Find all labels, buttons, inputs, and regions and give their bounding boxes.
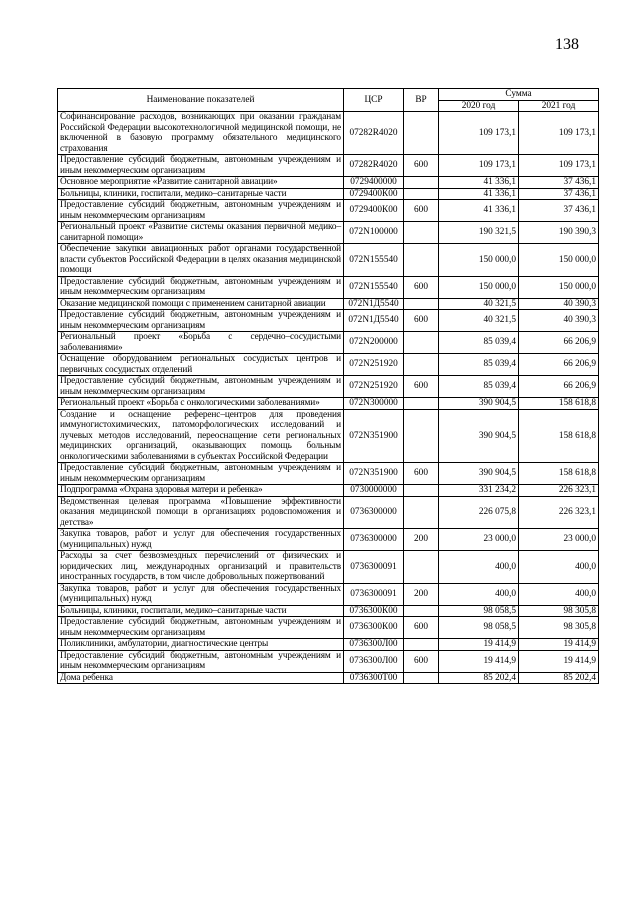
table-row [58,463,599,485]
row-vr [404,398,439,410]
row-sum-2020: 98 058,5 [439,605,519,617]
row-vr: 600 [404,650,439,672]
row-vr [404,551,439,584]
row-vr: 200 [404,583,439,605]
row-sum-2020: 23 000,0 [439,529,519,551]
row-name: Ведомственная целевая программа «Повышение эффективности оказания медицинской помощи в организациях родовспоможения и детства» [58,496,344,529]
row-vr: 600 [404,617,439,639]
row-name: Предоставление субсидий бюджетным, автономным учреждениям и иным некоммерческим организациям [58,200,344,222]
row-name: Расходы за счет безвозмездных перечислений от физических и юридических лиц, международных организаций и правительств иностранных государств, в том числе добровольных пожертвований [58,551,344,584]
row-vr: 200 [404,529,439,551]
row-sum-2021: 190 390,3 [519,222,599,244]
row-vr [404,409,439,463]
row-vr [404,244,439,277]
row-sum-2021: 66 206,9 [519,332,599,354]
row-sum-2021: 158 618,8 [519,463,599,485]
row-sum-2021: 19 414,9 [519,650,599,672]
row-csr: 0729400К00 [344,188,404,200]
row-sum-2020: 41 336,1 [439,177,519,189]
table-row [58,650,599,672]
row-csr: 0729400К00 [344,200,404,222]
table-row [58,276,599,298]
row-name: Закупка товаров, работ и услуг для обеспечения государственных (муниципальных) нужд [58,529,344,551]
row-sum-2021: 37 436,1 [519,188,599,200]
row-csr: 072N100000 [344,222,404,244]
row-sum-2020: 98 058,5 [439,617,519,639]
row-sum-2020: 109 173,1 [439,112,519,155]
table-row [58,354,599,376]
row-csr: 072N155540 [344,276,404,298]
table-row [58,672,599,684]
table-row [58,310,599,332]
table-row [58,409,599,463]
row-sum-2020: 331 234,2 [439,485,519,497]
row-sum-2021: 40 390,3 [519,310,599,332]
row-vr: 600 [404,463,439,485]
row-sum-2021: 85 202,4 [519,672,599,684]
row-csr: 072N200000 [344,332,404,354]
row-vr [404,354,439,376]
row-name: Предоставление субсидий бюджетным, автономным учреждениям и иным некоммерческим организациям [58,155,344,177]
row-sum-2021: 37 436,1 [519,200,599,222]
row-sum-2021: 109 173,1 [519,155,599,177]
row-csr: 0736300Т00 [344,672,404,684]
row-sum-2020: 226 075,8 [439,496,519,529]
row-sum-2021: 226 323,1 [519,496,599,529]
row-vr [404,298,439,310]
row-vr [404,639,439,651]
row-sum-2021: 150 000,0 [519,244,599,277]
row-name: Больницы, клиники, госпитали, медико–санитарные части [58,605,344,617]
row-name: Подпрограмма «Охрана здоровья матери и ребенка» [58,485,344,497]
row-sum-2020: 41 336,1 [439,200,519,222]
row-vr [404,222,439,244]
table-header [58,89,599,112]
row-sum-2021: 66 206,9 [519,376,599,398]
row-csr: 0736300000 [344,529,404,551]
table-body [58,112,599,684]
row-vr: 600 [404,276,439,298]
row-sum-2020: 390 904,5 [439,409,519,463]
row-name: Региональный проект «Борьба с сердечно–сосудистыми заболеваниями» [58,332,344,354]
row-sum-2021: 158 618,8 [519,398,599,410]
row-csr: 072N155540 [344,244,404,277]
row-sum-2021: 400,0 [519,583,599,605]
row-csr: 072N351900 [344,463,404,485]
row-sum-2020: 85 039,4 [439,376,519,398]
row-name: Предоставление субсидий бюджетным, автономным учреждениям и иным некоммерческим организациям [58,650,344,672]
row-sum-2021: 109 173,1 [519,112,599,155]
table-row [58,605,599,617]
table-row [58,188,599,200]
row-name: Предоставление субсидий бюджетным, автономным учреждениям и иным некоммерческим организациям [58,310,344,332]
row-vr [404,188,439,200]
row-name: Региональный проект «Развитие системы оказания первичной медико–санитарной помощи» [58,222,344,244]
row-sum-2021: 66 206,9 [519,354,599,376]
row-vr: 600 [404,200,439,222]
row-name: Предоставление субсидий бюджетным, автономным учреждениям и иным некоммерческим организациям [58,276,344,298]
row-vr [404,672,439,684]
row-name: Оказание медицинской помощи с применением санитарной авиации [58,298,344,310]
table-row [58,639,599,651]
row-sum-2020: 40 321,5 [439,298,519,310]
table-row [58,583,599,605]
row-name: Основное мероприятие «Развитие санитарной авиации» [58,177,344,189]
row-sum-2020: 390 904,5 [439,398,519,410]
table-row [58,332,599,354]
row-csr: 072N351900 [344,409,404,463]
table-row [58,551,599,584]
row-sum-2021: 40 390,3 [519,298,599,310]
table-row [58,155,599,177]
table-row [58,222,599,244]
table-row [58,485,599,497]
row-sum-2020: 19 414,9 [439,639,519,651]
row-vr [404,485,439,497]
row-csr: 072N1Д5540 [344,298,404,310]
table-row [58,529,599,551]
row-name: Предоставление субсидий бюджетным, автономным учреждениям и иным некоммерческим организациям [58,617,344,639]
table-row [58,398,599,410]
row-sum-2021: 158 618,8 [519,409,599,463]
row-vr: 600 [404,310,439,332]
row-csr: 0736300К00 [344,617,404,639]
row-csr: 0736300000 [344,496,404,529]
header-year-2020: 2020 год [439,100,519,112]
row-sum-2020: 150 000,0 [439,276,519,298]
table-row [58,298,599,310]
row-csr: 072N251920 [344,354,404,376]
row-csr: 072N300000 [344,398,404,410]
row-sum-2020: 400,0 [439,551,519,584]
row-name: Предоставление субсидий бюджетным, автономным учреждениям и иным некоммерческим организациям [58,463,344,485]
row-vr: 600 [404,155,439,177]
row-csr: 0729400000 [344,177,404,189]
row-csr: 07282R4020 [344,155,404,177]
row-vr [404,112,439,155]
row-csr: 0736300К00 [344,605,404,617]
row-sum-2020: 85 202,4 [439,672,519,684]
row-name: Поликлиники, амбулатории, диагностические центры [58,639,344,651]
row-csr: 0736300Л00 [344,639,404,651]
row-csr: 072N1Д5540 [344,310,404,332]
row-name: Оснащение оборудованием региональных сосудистых центров и первичных сосудистых отделений [58,354,344,376]
row-sum-2020: 41 336,1 [439,188,519,200]
row-name: Закупка товаров, работ и услуг для обеспечения государственных (муниципальных) нужд [58,583,344,605]
row-sum-2021: 19 414,9 [519,639,599,651]
row-sum-2020: 150 000,0 [439,244,519,277]
row-sum-2021: 98 305,8 [519,617,599,639]
row-sum-2021: 98 305,8 [519,605,599,617]
row-name: Обеспечение закупки авиационных работ органами государственной власти субъектов Российской Федерации в целях оказания медицинской помощи [58,244,344,277]
page-number: 138 [555,36,579,53]
row-name: Предоставление субсидий бюджетным, автономным учреждениям и иным некоммерческим организациям [58,376,344,398]
row-vr: 600 [404,376,439,398]
row-sum-2020: 85 039,4 [439,354,519,376]
row-sum-2021: 23 000,0 [519,529,599,551]
table-row [58,376,599,398]
header-name: Наименование показателей [58,89,344,112]
row-sum-2020: 40 321,5 [439,310,519,332]
header-year-2021: 2021 год [519,100,599,112]
row-sum-2020: 19 414,9 [439,650,519,672]
row-sum-2021: 400,0 [519,551,599,584]
row-csr: 07282R4020 [344,112,404,155]
row-sum-2021: 150 000,0 [519,276,599,298]
row-csr: 0730000000 [344,485,404,497]
row-csr: 0736300091 [344,583,404,605]
row-vr [404,496,439,529]
row-csr: 072N251920 [344,376,404,398]
table-row [58,244,599,277]
row-name: Региональный проект «Борьба с онкологическими заболеваниями» [58,398,344,410]
row-sum-2020: 190 321,5 [439,222,519,244]
table-row [58,177,599,189]
row-name: Дома ребенка [58,672,344,684]
table-row [58,112,599,155]
row-sum-2020: 400,0 [439,583,519,605]
row-sum-2020: 390 904,5 [439,463,519,485]
row-csr: 0736300091 [344,551,404,584]
row-vr [404,605,439,617]
row-sum-2021: 37 436,1 [519,177,599,189]
budget-table [57,88,599,684]
row-name: Больницы, клиники, госпитали, медико–санитарные части [58,188,344,200]
row-name: Софинансирование расходов, возникающих при оказании гражданам Российской Федерации высокотехнологичной медицинской помощи, не включенной в базовую программу обязательного медицинского страхования [58,112,344,155]
table-row [58,496,599,529]
row-vr [404,177,439,189]
row-csr: 0736300Л00 [344,650,404,672]
table-row [58,200,599,222]
table-row [58,617,599,639]
header-sum: Сумма [439,89,599,101]
row-sum-2020: 109 173,1 [439,155,519,177]
row-name: Создание и оснащение референс–центров для проведения иммуногистохимических, патоморфологических исследований и лучевых методов исследований, переоснащение сети региональных медицинских организаций, оказывающих помощь больным онкологическими заболеваниями в субъектах Российской Федерации [58,409,344,463]
row-sum-2020: 85 039,4 [439,332,519,354]
header-csr: ЦСР [344,89,404,112]
row-sum-2021: 226 323,1 [519,485,599,497]
row-vr [404,332,439,354]
header-vr: ВР [404,89,439,112]
